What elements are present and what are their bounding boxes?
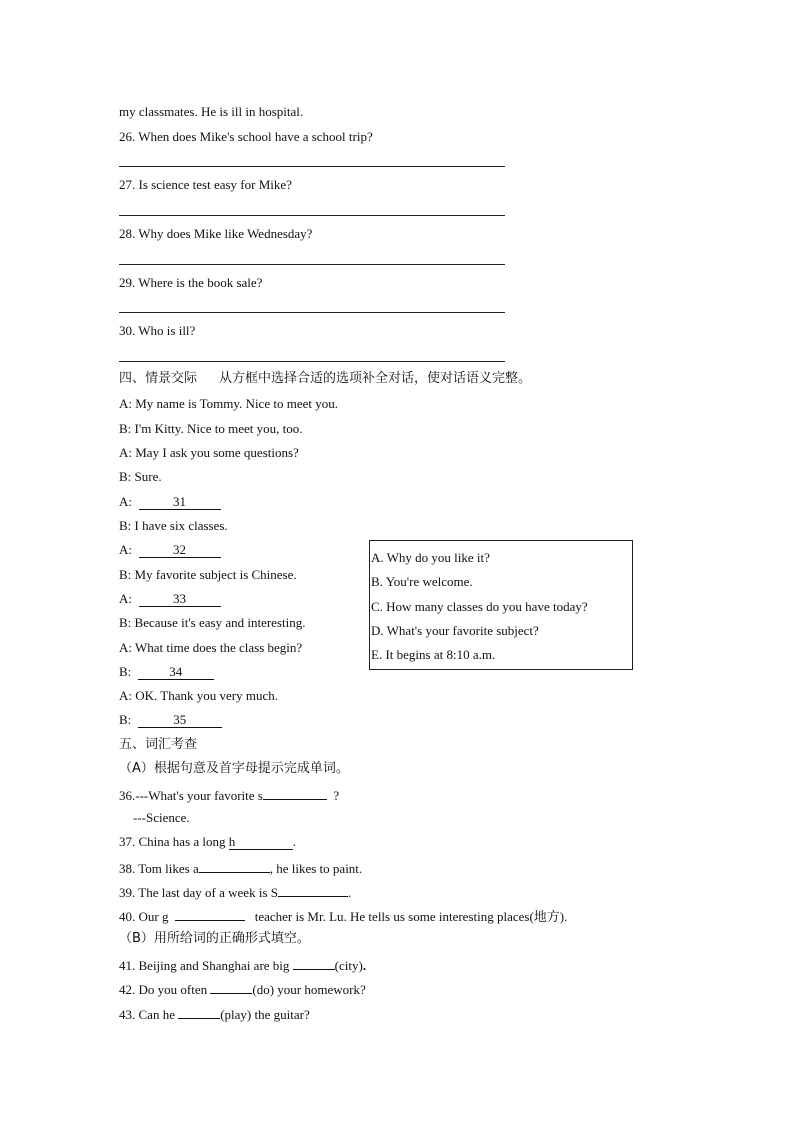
- question-36: [119, 786, 339, 804]
- question-43: [119, 1005, 310, 1023]
- dialogue-line-1: A: My name is Tommy. Nice to meet you.: [119, 396, 338, 411]
- question-39-end: .: [347, 885, 352, 900]
- dialogue-line-3: A: May I ask you some questions?: [119, 445, 299, 460]
- section-4-title: 四、情景交际: [119, 371, 198, 386]
- answer-line-27[interactable]: [119, 215, 505, 216]
- question-38-end: , he likes to paint.: [269, 861, 363, 876]
- question-42-hint: (do) your homework?: [252, 982, 366, 997]
- question-27: 27. Is science test easy for Mike?: [119, 177, 292, 192]
- section-5-part-a: （A）根据句意及首字母提示完成单词。: [119, 761, 349, 776]
- dialogue-line-5: B: I have six classes.: [119, 518, 228, 533]
- speaker-label: B:: [119, 664, 132, 679]
- section-4-instruction: 从方框中选择合适的选项补全对话，使对话语义完整。: [219, 371, 532, 386]
- answer-line-29[interactable]: [119, 312, 505, 313]
- question-41-hint: (city): [334, 958, 363, 973]
- answer-line-28[interactable]: [119, 264, 505, 265]
- answer-36-example: ---Science.: [133, 810, 190, 825]
- blank-43[interactable]: [178, 1005, 220, 1019]
- question-42: [119, 980, 366, 998]
- blank-38[interactable]: [199, 859, 270, 873]
- question-37: [119, 834, 296, 850]
- answer-line-26[interactable]: [119, 166, 505, 167]
- option-a: A. Why do you like it?: [371, 550, 490, 565]
- blank-42[interactable]: [210, 980, 252, 994]
- blank-32[interactable]: 32: [139, 543, 221, 558]
- question-40: [119, 907, 567, 925]
- dialogue-blank-32: [119, 542, 221, 558]
- section-5-part-b: （B）用所给词的正确形式填空。: [119, 931, 310, 946]
- blank-37[interactable]: h: [229, 835, 293, 850]
- blank-31[interactable]: 31: [139, 495, 221, 510]
- dialogue-line-4: B: Sure.: [119, 469, 162, 484]
- option-b: B. You're welcome.: [371, 574, 473, 589]
- option-c: C. How many classes do you have today?: [371, 599, 588, 614]
- speaker-label: A:: [119, 494, 132, 509]
- question-38-text: 38. Tom likes a: [119, 861, 199, 876]
- dialogue-blank-34: [119, 664, 214, 680]
- question-40-text: 40. Our g: [119, 909, 169, 924]
- question-43-text: 43. Can he: [119, 1007, 179, 1022]
- blank-39[interactable]: [278, 883, 348, 897]
- dialogue-line-8: A: What time does the class begin?: [119, 640, 303, 655]
- blank-34[interactable]: 34: [138, 665, 214, 680]
- dialogue-blank-33: [119, 591, 221, 607]
- question-30: 30. Who is ill?: [119, 323, 196, 338]
- question-43-hint: (play) the guitar?: [220, 1007, 310, 1022]
- answer-line-30[interactable]: [119, 361, 505, 362]
- question-36-text: 36.---What's your favorite s: [119, 788, 263, 803]
- dialogue-blank-35: [119, 712, 222, 728]
- blank-36[interactable]: [263, 786, 327, 800]
- dialogue-line-7: B: Because it's easy and interesting.: [119, 615, 306, 630]
- question-40-end: teacher is Mr. Lu. He tells us some interesting places(地方).: [254, 909, 568, 924]
- question-38: [119, 859, 362, 877]
- question-29: 29. Where is the book sale?: [119, 275, 263, 290]
- question-37-end: .: [292, 834, 297, 849]
- dialogue-line-2: B: I'm Kitty. Nice to meet you, too.: [119, 421, 303, 436]
- question-37-text: 37. China has a long: [119, 834, 229, 849]
- blank-33[interactable]: 33: [139, 592, 221, 607]
- question-41-end: .: [362, 958, 367, 973]
- dialogue-line-6: B: My favorite subject is Chinese.: [119, 567, 297, 582]
- passage-tail: my classmates. He is ill in hospital.: [119, 104, 304, 119]
- speaker-label: B:: [119, 712, 132, 727]
- question-36-end: ?: [333, 788, 340, 803]
- question-28: 28. Why does Mike like Wednesday?: [119, 226, 313, 241]
- question-39-text: 39. The last day of a week is S: [119, 885, 278, 900]
- options-box: [369, 540, 633, 670]
- speaker-label: A:: [119, 591, 132, 606]
- dialogue-blank-31: [119, 494, 221, 510]
- option-d: D. What's your favorite subject?: [371, 623, 539, 638]
- section-5-title: 五、词汇考查: [119, 737, 198, 752]
- dialogue-line-9: A: OK. Thank you very much.: [119, 688, 278, 703]
- section-4-heading: [119, 371, 531, 387]
- question-41: [119, 956, 366, 974]
- speaker-label: A:: [119, 542, 132, 557]
- question-41-text: 41. Beijing and Shanghai are big: [119, 958, 293, 973]
- blank-35[interactable]: 35: [138, 713, 222, 728]
- question-39: [119, 883, 351, 901]
- question-26: 26. When does Mike's school have a school trip?: [119, 129, 373, 144]
- blank-41[interactable]: [293, 956, 335, 970]
- question-42-text: 42. Do you often: [119, 982, 211, 997]
- blank-40[interactable]: [175, 907, 245, 921]
- option-e: E. It begins at 8:10 a.m.: [371, 647, 496, 662]
